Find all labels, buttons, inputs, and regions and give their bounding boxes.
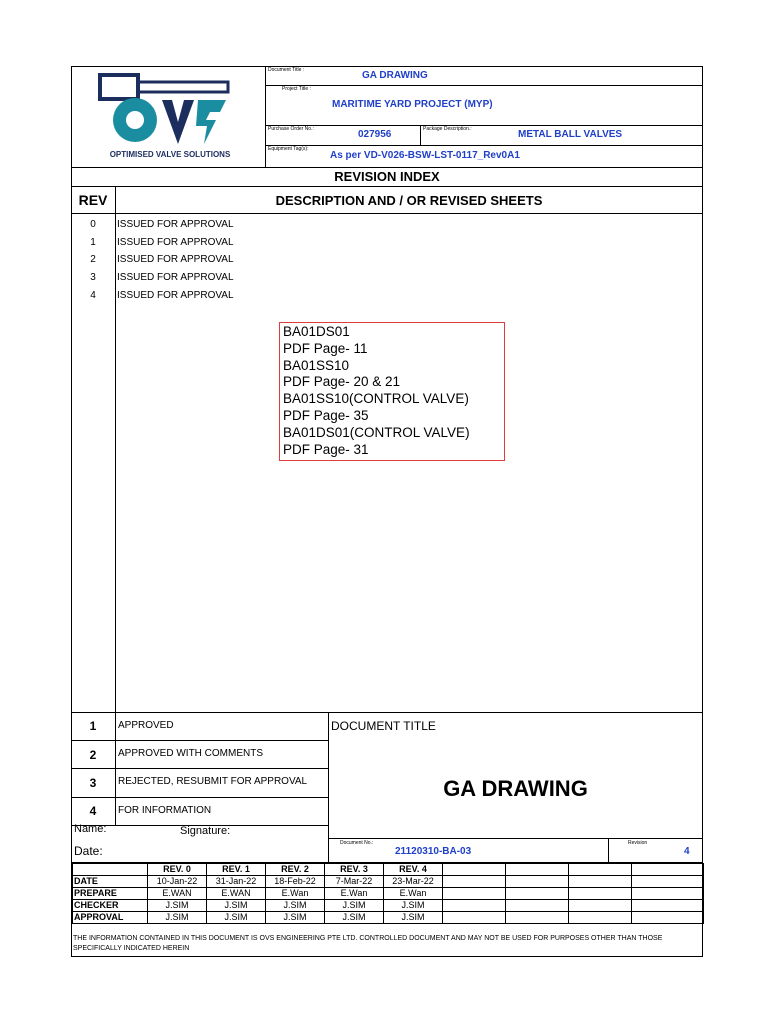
approval-code-number: 2 bbox=[89, 748, 97, 762]
approval-code-number: 1 bbox=[89, 719, 97, 733]
table-cell: E.Wan bbox=[325, 888, 384, 900]
header-divider bbox=[420, 125, 421, 145]
rev-description: ISSUED FOR APPROVAL bbox=[117, 237, 234, 248]
table-cell: 31-Jan-22 bbox=[207, 876, 266, 888]
body-line bbox=[71, 712, 703, 713]
annotation-line: PDF Page- 20 & 21 bbox=[283, 374, 401, 390]
table-cell: J.SIM bbox=[325, 912, 384, 924]
docno-divider bbox=[608, 838, 609, 862]
name-label: Name: bbox=[74, 823, 107, 835]
table-row-label: DATE bbox=[73, 876, 148, 888]
annotation-line: BA01DS01 bbox=[283, 324, 350, 339]
project-title-value: MARITIME YARD PROJECT (MYP) bbox=[332, 99, 493, 110]
revision-label: Revision bbox=[628, 840, 648, 846]
rev-description: ISSUED FOR APPROVAL bbox=[117, 219, 234, 230]
table-cell: J.SIM bbox=[148, 912, 207, 924]
annotation-line: BA01DS01(CONTROL VALVE) bbox=[283, 424, 470, 440]
table-row-label: CHECKER bbox=[73, 900, 148, 912]
rev-number: 4 bbox=[90, 290, 96, 301]
annotation-line: PDF Page- 31 bbox=[283, 441, 369, 457]
header-line bbox=[265, 145, 703, 146]
table-cell: J.SIM bbox=[325, 900, 384, 912]
package-label: Package Description.: bbox=[423, 126, 472, 132]
table-cell: E.Wan bbox=[384, 888, 443, 900]
rev-description: ISSUED FOR APPROVAL bbox=[117, 254, 234, 265]
approval-code-text: FOR INFORMATION bbox=[118, 805, 212, 816]
header-divider bbox=[265, 66, 266, 167]
rev-number: 1 bbox=[90, 237, 96, 248]
header-line bbox=[265, 125, 703, 126]
approval-code-text: REJECTED, RESUBMIT FOR APPROVAL bbox=[118, 776, 308, 787]
table-cell: E.WAN bbox=[207, 888, 266, 900]
rev-number: 2 bbox=[90, 254, 96, 265]
table-row bbox=[73, 912, 704, 924]
table-cell bbox=[506, 876, 569, 888]
table-header-cell: REV. 2 bbox=[266, 864, 325, 876]
approval-code-text: APPROVED bbox=[118, 720, 174, 731]
table-header-row bbox=[73, 864, 704, 876]
table-cell: 18-Feb-22 bbox=[266, 876, 325, 888]
table-header-cell bbox=[506, 864, 569, 876]
rev-column-divider bbox=[115, 186, 116, 712]
table-header-cell: REV. 3 bbox=[325, 864, 384, 876]
document-number-value: 21120310-BA-03 bbox=[395, 846, 472, 857]
doc-title-value: GA DRAWING bbox=[362, 70, 428, 81]
approval-line bbox=[71, 740, 328, 741]
equipment-label: Equipment Tag(s): bbox=[268, 146, 309, 152]
rev-number: 0 bbox=[90, 219, 96, 230]
approval-line bbox=[71, 797, 328, 798]
table-header-cell: REV. 1 bbox=[207, 864, 266, 876]
table-cell bbox=[569, 900, 632, 912]
annotation-box bbox=[279, 322, 505, 461]
table-cell: J.SIM bbox=[384, 900, 443, 912]
rev-description: ISSUED FOR APPROVAL bbox=[117, 272, 234, 283]
ovs-logo-icon bbox=[80, 70, 260, 150]
header-line bbox=[71, 213, 703, 214]
table-cell bbox=[632, 900, 704, 912]
table-cell: 7-Mar-22 bbox=[325, 876, 384, 888]
table-cell: 10-Jan-22 bbox=[148, 876, 207, 888]
rev-description: ISSUED FOR APPROVAL bbox=[117, 290, 234, 301]
table-row bbox=[73, 888, 704, 900]
table-cell: J.SIM bbox=[266, 900, 325, 912]
revision-value: 4 bbox=[684, 846, 690, 857]
header-line bbox=[265, 85, 703, 86]
revision-index-title: REVISION INDEX bbox=[334, 169, 440, 184]
date-label: Date: bbox=[74, 844, 103, 858]
table-header-cell bbox=[632, 864, 704, 876]
rev-number: 3 bbox=[90, 272, 96, 283]
table-header-cell bbox=[443, 864, 506, 876]
table-cell bbox=[443, 900, 506, 912]
approval-code-number: 3 bbox=[89, 776, 97, 790]
table-cell bbox=[506, 900, 569, 912]
document-title-value: GA DRAWING bbox=[443, 776, 588, 801]
annotation-line: BA01SS10(CONTROL VALVE) bbox=[283, 391, 469, 407]
annotation-line: BA01SS10 bbox=[283, 357, 350, 373]
table-cell bbox=[443, 888, 506, 900]
table-cell: J.SIM bbox=[207, 912, 266, 924]
table-cell bbox=[569, 876, 632, 888]
table-header-cell: REV. 4 bbox=[384, 864, 443, 876]
table-cell bbox=[569, 912, 632, 924]
header-line bbox=[71, 186, 703, 187]
table-cell bbox=[632, 876, 704, 888]
doc-title-label: Document Title : bbox=[268, 67, 305, 73]
table-cell: J.SIM bbox=[207, 900, 266, 912]
company-name: OPTIMISED VALVE SOLUTIONS bbox=[109, 150, 231, 159]
table-header-cell bbox=[569, 864, 632, 876]
table-header-cell bbox=[73, 864, 148, 876]
confidentiality-notice: THE INFORMATION CONTAINED IN THIS DOCUMENT IS OVS ENGINEERING PTE LTD. CONTROLLED DOCUMENT AND MAY NOT BE USED FOR PURPOSES OTHER THAN THOSE SPECIFICALLY INDICATED HEREIN bbox=[73, 935, 663, 952]
table-cell bbox=[443, 912, 506, 924]
table-cell: E.WAN bbox=[148, 888, 207, 900]
table-cell bbox=[506, 888, 569, 900]
table-cell bbox=[506, 912, 569, 924]
company-logo bbox=[80, 70, 260, 165]
signature-label: Signature: bbox=[180, 825, 231, 837]
document-number-label: Document No.: bbox=[340, 840, 374, 846]
project-title-label: Project Title : bbox=[282, 86, 311, 92]
approval-code-number: 4 bbox=[89, 804, 97, 818]
table-row-label: APPROVAL bbox=[73, 912, 148, 924]
table-cell: J.SIM bbox=[266, 912, 325, 924]
table-cell: J.SIM bbox=[384, 912, 443, 924]
po-value: 027956 bbox=[358, 129, 392, 140]
annotation-line: PDF Page- 11 bbox=[283, 340, 368, 356]
table-cell bbox=[632, 912, 704, 924]
annotation-line: PDF Page- 35 bbox=[283, 407, 369, 423]
table-row bbox=[73, 900, 704, 912]
rev-header: REV bbox=[78, 192, 108, 208]
table-row-label: PREPARE bbox=[73, 888, 148, 900]
revision-signoff-table bbox=[72, 863, 704, 924]
table-header-cell: REV. 0 bbox=[148, 864, 207, 876]
approval-code-text: APPROVED WITH COMMENTS bbox=[118, 748, 264, 759]
table-cell bbox=[569, 888, 632, 900]
docno-line bbox=[328, 838, 703, 839]
document-title-label: DOCUMENT TITLE bbox=[331, 719, 436, 733]
table-cell: 23-Mar-22 bbox=[384, 876, 443, 888]
table-cell bbox=[632, 888, 704, 900]
table-row bbox=[73, 876, 704, 888]
table-cell: E.Wan bbox=[266, 888, 325, 900]
equipment-value: As per VD-V026-BSW-LST-0117_Rev0A1 bbox=[330, 150, 520, 161]
table-cell: J.SIM bbox=[148, 900, 207, 912]
approval-line bbox=[71, 768, 328, 769]
package-value: METAL BALL VALVES bbox=[518, 129, 623, 140]
table-cell bbox=[443, 876, 506, 888]
description-header: DESCRIPTION AND / OR REVISED SHEETS bbox=[275, 193, 543, 208]
po-label: Purchase Order No.: bbox=[268, 126, 314, 132]
